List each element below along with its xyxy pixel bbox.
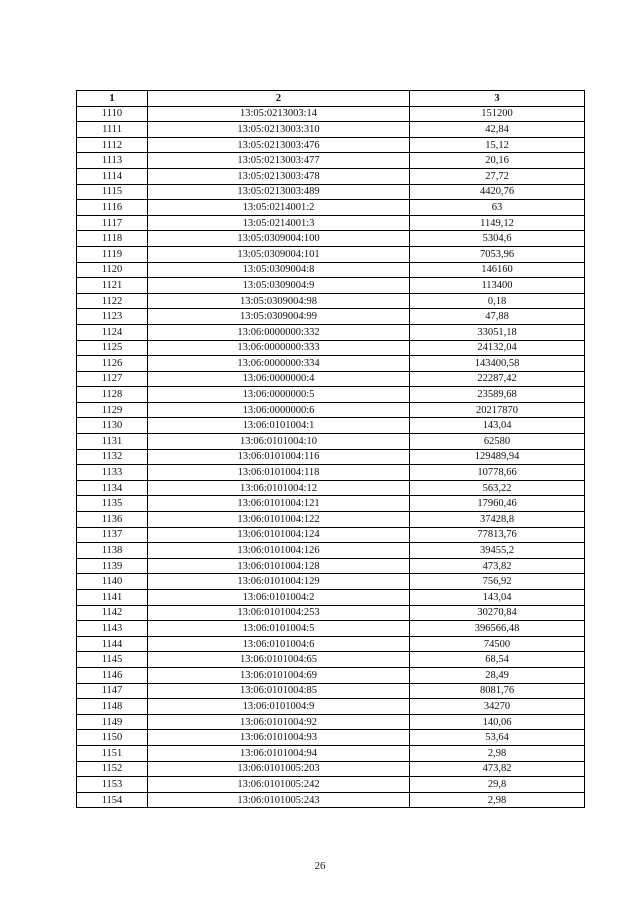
row-number-cell: 1132 (77, 449, 148, 465)
table-row (77, 309, 585, 325)
table-row (77, 714, 585, 730)
table-row (77, 106, 585, 122)
value-cell: 1149,12 (410, 215, 585, 231)
row-number-cell: 1147 (77, 683, 148, 699)
value-cell: 30270,84 (410, 605, 585, 621)
cadastral-number-cell: 13:05:0309004:98 (148, 293, 410, 309)
table-row (77, 153, 585, 169)
cadastral-number-cell: 13:06:0101004:94 (148, 745, 410, 761)
value-cell: 143,04 (410, 590, 585, 606)
table-row (77, 699, 585, 715)
value-cell: 756,92 (410, 574, 585, 590)
value-cell: 68,54 (410, 652, 585, 668)
cadastral-number-cell: 13:06:0101004:121 (148, 496, 410, 512)
value-cell: 17960,46 (410, 496, 585, 512)
value-cell: 29,8 (410, 777, 585, 793)
cadastral-number-cell: 13:06:0101004:122 (148, 512, 410, 528)
value-cell: 63 (410, 200, 585, 216)
column-header-3: 3 (410, 91, 585, 107)
row-number-cell: 1117 (77, 215, 148, 231)
value-cell: 33051,18 (410, 324, 585, 340)
cadastral-number-cell: 13:05:0309004:99 (148, 309, 410, 325)
cadastral-number-cell: 13:06:0101005:243 (148, 792, 410, 808)
value-cell: 113400 (410, 278, 585, 294)
table-row (77, 184, 585, 200)
cadastral-number-cell: 13:05:0309004:8 (148, 262, 410, 278)
row-number-cell: 1123 (77, 309, 148, 325)
table-row (77, 543, 585, 559)
row-number-cell: 1142 (77, 605, 148, 621)
row-number-cell: 1118 (77, 231, 148, 247)
row-number-cell: 1120 (77, 262, 148, 278)
table-row (77, 293, 585, 309)
row-number-cell: 1143 (77, 621, 148, 637)
cadastral-number-cell: 13:05:0214001:3 (148, 215, 410, 231)
table-row (77, 137, 585, 153)
table-row (77, 200, 585, 216)
cadastral-number-cell: 13:06:0101005:242 (148, 777, 410, 793)
cadastral-number-cell: 13:06:0101004:126 (148, 543, 410, 559)
value-cell: 10778,66 (410, 465, 585, 481)
value-cell: 473,82 (410, 558, 585, 574)
row-number-cell: 1153 (77, 777, 148, 793)
table-row (77, 792, 585, 808)
table-row (77, 122, 585, 138)
row-number-cell: 1139 (77, 558, 148, 574)
row-number-cell: 1121 (77, 278, 148, 294)
cadastral-number-cell: 13:06:0101004:1 (148, 418, 410, 434)
value-cell: 47,88 (410, 309, 585, 325)
value-cell: 39455,2 (410, 543, 585, 559)
table-row (77, 434, 585, 450)
row-number-cell: 1119 (77, 246, 148, 262)
cadastral-number-cell: 13:06:0101004:9 (148, 699, 410, 715)
value-cell: 62580 (410, 434, 585, 450)
table-row (77, 605, 585, 621)
row-number-cell: 1112 (77, 137, 148, 153)
table-row (77, 246, 585, 262)
cadastral-number-cell: 13:06:0000000:333 (148, 340, 410, 356)
row-number-cell: 1114 (77, 168, 148, 184)
cadastral-number-cell: 13:06:0000000:334 (148, 356, 410, 372)
value-cell: 42,84 (410, 122, 585, 138)
row-number-cell: 1129 (77, 402, 148, 418)
table-row (77, 590, 585, 606)
column-header-1: 1 (77, 91, 148, 107)
row-number-cell: 1133 (77, 465, 148, 481)
row-number-cell: 1145 (77, 652, 148, 668)
cadastral-number-cell: 13:06:0101004:93 (148, 730, 410, 746)
cadastral-number-cell: 13:05:0309004:101 (148, 246, 410, 262)
cadastral-number-cell: 13:06:0101004:65 (148, 652, 410, 668)
row-number-cell: 1131 (77, 434, 148, 450)
value-cell: 2,98 (410, 745, 585, 761)
row-number-cell: 1148 (77, 699, 148, 715)
value-cell: 5304,6 (410, 231, 585, 247)
cadastral-number-cell: 13:06:0101004:92 (148, 714, 410, 730)
table-row (77, 558, 585, 574)
value-cell: 34270 (410, 699, 585, 715)
row-number-cell: 1127 (77, 371, 148, 387)
value-cell: 151200 (410, 106, 585, 122)
value-cell: 27,72 (410, 168, 585, 184)
row-number-cell: 1111 (77, 122, 148, 138)
value-cell: 20,16 (410, 153, 585, 169)
cadastral-number-cell: 13:06:0101004:116 (148, 449, 410, 465)
page-number: 26 (314, 860, 326, 872)
cadastral-number-cell: 13:06:0101004:253 (148, 605, 410, 621)
table-row (77, 356, 585, 372)
table-row (77, 777, 585, 793)
table-row (77, 371, 585, 387)
value-cell: 23589,68 (410, 387, 585, 403)
cadastral-number-cell: 13:06:0101004:69 (148, 667, 410, 683)
cadastral-number-cell: 13:06:0101004:5 (148, 621, 410, 637)
data-table (76, 90, 585, 808)
table-row (77, 231, 585, 247)
cadastral-number-cell: 13:05:0309004:9 (148, 278, 410, 294)
row-number-cell: 1141 (77, 590, 148, 606)
row-number-cell: 1138 (77, 543, 148, 559)
table-row (77, 652, 585, 668)
table-row (77, 387, 585, 403)
cadastral-number-cell: 13:05:0309004:100 (148, 231, 410, 247)
table-row (77, 465, 585, 481)
row-number-cell: 1146 (77, 667, 148, 683)
cadastral-number-cell: 13:05:0213003:14 (148, 106, 410, 122)
cadastral-number-cell: 13:05:0213003:476 (148, 137, 410, 153)
table-row (77, 745, 585, 761)
row-number-cell: 1126 (77, 356, 148, 372)
cadastral-number-cell: 13:06:0101004:2 (148, 590, 410, 606)
cadastral-number-cell: 13:06:0101005:203 (148, 761, 410, 777)
row-number-cell: 1152 (77, 761, 148, 777)
cadastral-number-cell: 13:06:0101004:6 (148, 636, 410, 652)
cadastral-number-cell: 13:06:0101004:85 (148, 683, 410, 699)
cadastral-number-cell: 13:06:0000000:5 (148, 387, 410, 403)
table-row (77, 667, 585, 683)
cadastral-number-cell: 13:06:0101004:124 (148, 527, 410, 543)
table-row (77, 730, 585, 746)
value-cell: 563,22 (410, 480, 585, 496)
row-number-cell: 1116 (77, 200, 148, 216)
table-row (77, 574, 585, 590)
cadastral-number-cell: 13:05:0213003:310 (148, 122, 410, 138)
row-number-cell: 1154 (77, 792, 148, 808)
value-cell: 22287,42 (410, 371, 585, 387)
row-number-cell: 1144 (77, 636, 148, 652)
table-row (77, 761, 585, 777)
table-row (77, 262, 585, 278)
row-number-cell: 1115 (77, 184, 148, 200)
value-cell: 37428,8 (410, 512, 585, 528)
table-row (77, 418, 585, 434)
table-row (77, 496, 585, 512)
cadastral-number-cell: 13:05:0213003:477 (148, 153, 410, 169)
value-cell: 15,12 (410, 137, 585, 153)
value-cell: 2,98 (410, 792, 585, 808)
table-row (77, 683, 585, 699)
row-number-cell: 1130 (77, 418, 148, 434)
value-cell: 140,06 (410, 714, 585, 730)
table-row (77, 340, 585, 356)
row-number-cell: 1128 (77, 387, 148, 403)
value-cell: 143,04 (410, 418, 585, 434)
value-cell: 4420,76 (410, 184, 585, 200)
table-row (77, 278, 585, 294)
cadastral-number-cell: 13:05:0213003:489 (148, 184, 410, 200)
table-row (77, 621, 585, 637)
value-cell: 7053,96 (410, 246, 585, 262)
table-header-row (77, 91, 585, 107)
column-header-2: 2 (148, 91, 410, 107)
value-cell: 8081,76 (410, 683, 585, 699)
row-number-cell: 1122 (77, 293, 148, 309)
value-cell: 146160 (410, 262, 585, 278)
row-number-cell: 1110 (77, 106, 148, 122)
value-cell: 53,64 (410, 730, 585, 746)
value-cell: 28,49 (410, 667, 585, 683)
table-row (77, 168, 585, 184)
row-number-cell: 1125 (77, 340, 148, 356)
cadastral-number-cell: 13:06:0101004:128 (148, 558, 410, 574)
value-cell: 473,82 (410, 761, 585, 777)
row-number-cell: 1140 (77, 574, 148, 590)
value-cell: 396566,48 (410, 621, 585, 637)
cadastral-number-cell: 13:06:0000000:332 (148, 324, 410, 340)
cadastral-number-cell: 13:05:0214001:2 (148, 200, 410, 216)
table-row (77, 527, 585, 543)
value-cell: 74500 (410, 636, 585, 652)
row-number-cell: 1136 (77, 512, 148, 528)
table-row (77, 480, 585, 496)
row-number-cell: 1124 (77, 324, 148, 340)
table-row (77, 512, 585, 528)
table-row (77, 402, 585, 418)
value-cell: 0,18 (410, 293, 585, 309)
value-cell: 143400,58 (410, 356, 585, 372)
table-row (77, 449, 585, 465)
row-number-cell: 1150 (77, 730, 148, 746)
table-row (77, 636, 585, 652)
row-number-cell: 1135 (77, 496, 148, 512)
table-row (77, 215, 585, 231)
value-cell: 24132,04 (410, 340, 585, 356)
cadastral-number-cell: 13:05:0213003:478 (148, 168, 410, 184)
value-cell: 129489,94 (410, 449, 585, 465)
table-body (77, 106, 585, 808)
cadastral-number-cell: 13:06:0101004:118 (148, 465, 410, 481)
cadastral-number-cell: 13:06:0000000:4 (148, 371, 410, 387)
row-number-cell: 1134 (77, 480, 148, 496)
value-cell: 20217870 (410, 402, 585, 418)
table-row (77, 324, 585, 340)
cadastral-number-cell: 13:06:0000000:6 (148, 402, 410, 418)
cadastral-number-cell: 13:06:0101004:10 (148, 434, 410, 450)
row-number-cell: 1151 (77, 745, 148, 761)
row-number-cell: 1137 (77, 527, 148, 543)
row-number-cell: 1149 (77, 714, 148, 730)
value-cell: 77813,76 (410, 527, 585, 543)
cadastral-number-cell: 13:06:0101004:129 (148, 574, 410, 590)
row-number-cell: 1113 (77, 153, 148, 169)
cadastral-number-cell: 13:06:0101004:12 (148, 480, 410, 496)
